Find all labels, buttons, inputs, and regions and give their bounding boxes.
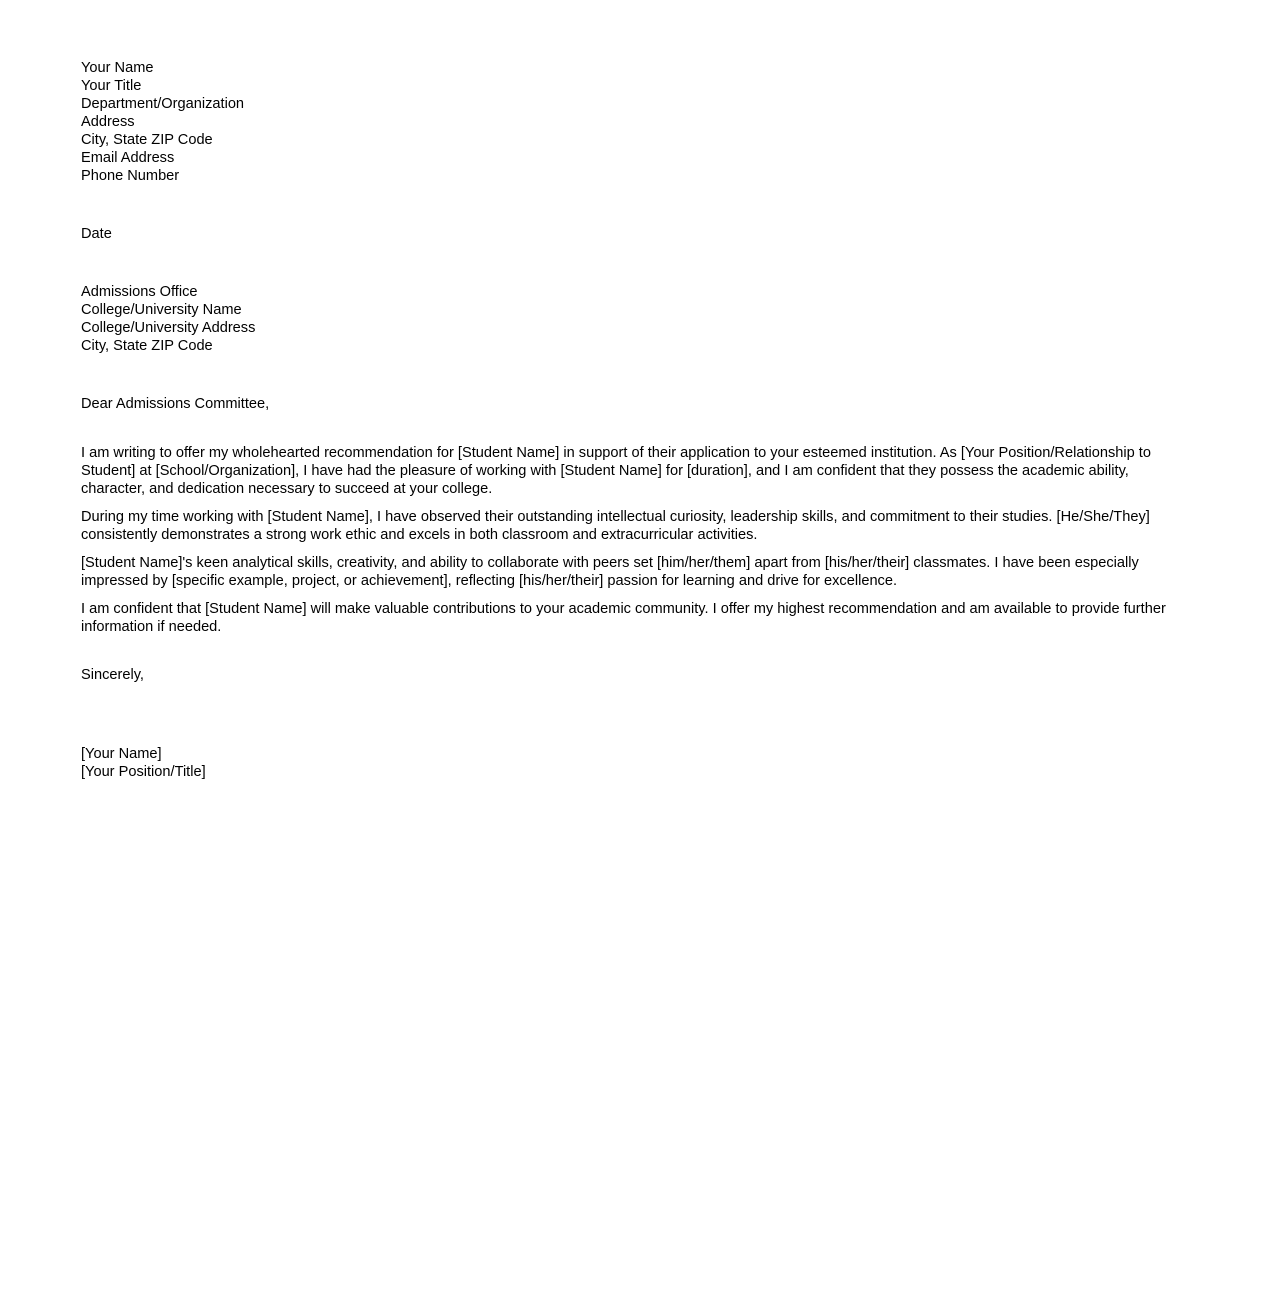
recipient-line: City, State ZIP Code (81, 338, 213, 354)
body-paragraph: During my time working with [Student Name], I have observed their outstanding intellectual curiosity, leadership skills, and commitment to their studies. [He/She/They] consistently demonstrates a strong work ethic and excels in both classroom and extracurricular activities. (81, 509, 1150, 543)
spacer (81, 243, 1191, 283)
sender-line: Email Address (81, 150, 175, 166)
spacer (81, 684, 1191, 745)
signature-line: [Your Name] (81, 746, 162, 762)
salutation-line: Dear Admissions Committee, (81, 396, 270, 412)
spacer (81, 636, 1191, 666)
spacer (81, 355, 1191, 395)
signature-line: [Your Position/Title] (81, 764, 206, 780)
recipient-line: College/University Address (81, 320, 256, 336)
spacer (81, 185, 1191, 225)
date-line: Date (81, 226, 112, 242)
body-paragraph: I am confident that [Student Name] will make valuable contributions to your academic community. I offer my highest recommendation and am available to provide further information if needed. (81, 601, 1166, 635)
sender-line: City, State ZIP Code (81, 132, 213, 148)
recipient-line: College/University Name (81, 302, 242, 318)
closing-line: Sincerely, (81, 667, 144, 683)
date-block (81, 225, 1191, 243)
body-paragraph: I am writing to offer my wholehearted recommendation for [Student Name] in support of their application to your esteemed institution. As [Your Position/Relationship to Student] at [School/Organization], I have had the pleasure of working with [Student Name] for [duration], and I am confident that they possess the academic ability, character, and dedication necessary to succeed at your college. (81, 445, 1151, 497)
recipient-address-block (81, 283, 1191, 355)
sender-line: Address (81, 114, 135, 130)
spacer (81, 413, 1191, 444)
sender-line: Your Title (81, 78, 142, 94)
sender-address-block (81, 59, 1191, 185)
signature-block (81, 745, 1191, 781)
letter-body (81, 59, 1191, 781)
closing (81, 666, 1191, 684)
salutation (81, 395, 1191, 413)
sender-line: Phone Number (81, 168, 180, 184)
sender-line: Your Name (81, 60, 154, 76)
body-paragraph: [Student Name]'s keen analytical skills, creativity, and ability to collaborate with peers set [him/her/them] apart from [his/her/their] classmates. I have been especially impressed by [specific example, project, or achievement], reflecting [his/her/their] passion for learning and drive for excellence. (81, 555, 1139, 589)
sender-line: Department/Organization (81, 96, 245, 112)
recipient-line: Admissions Office (81, 284, 198, 300)
